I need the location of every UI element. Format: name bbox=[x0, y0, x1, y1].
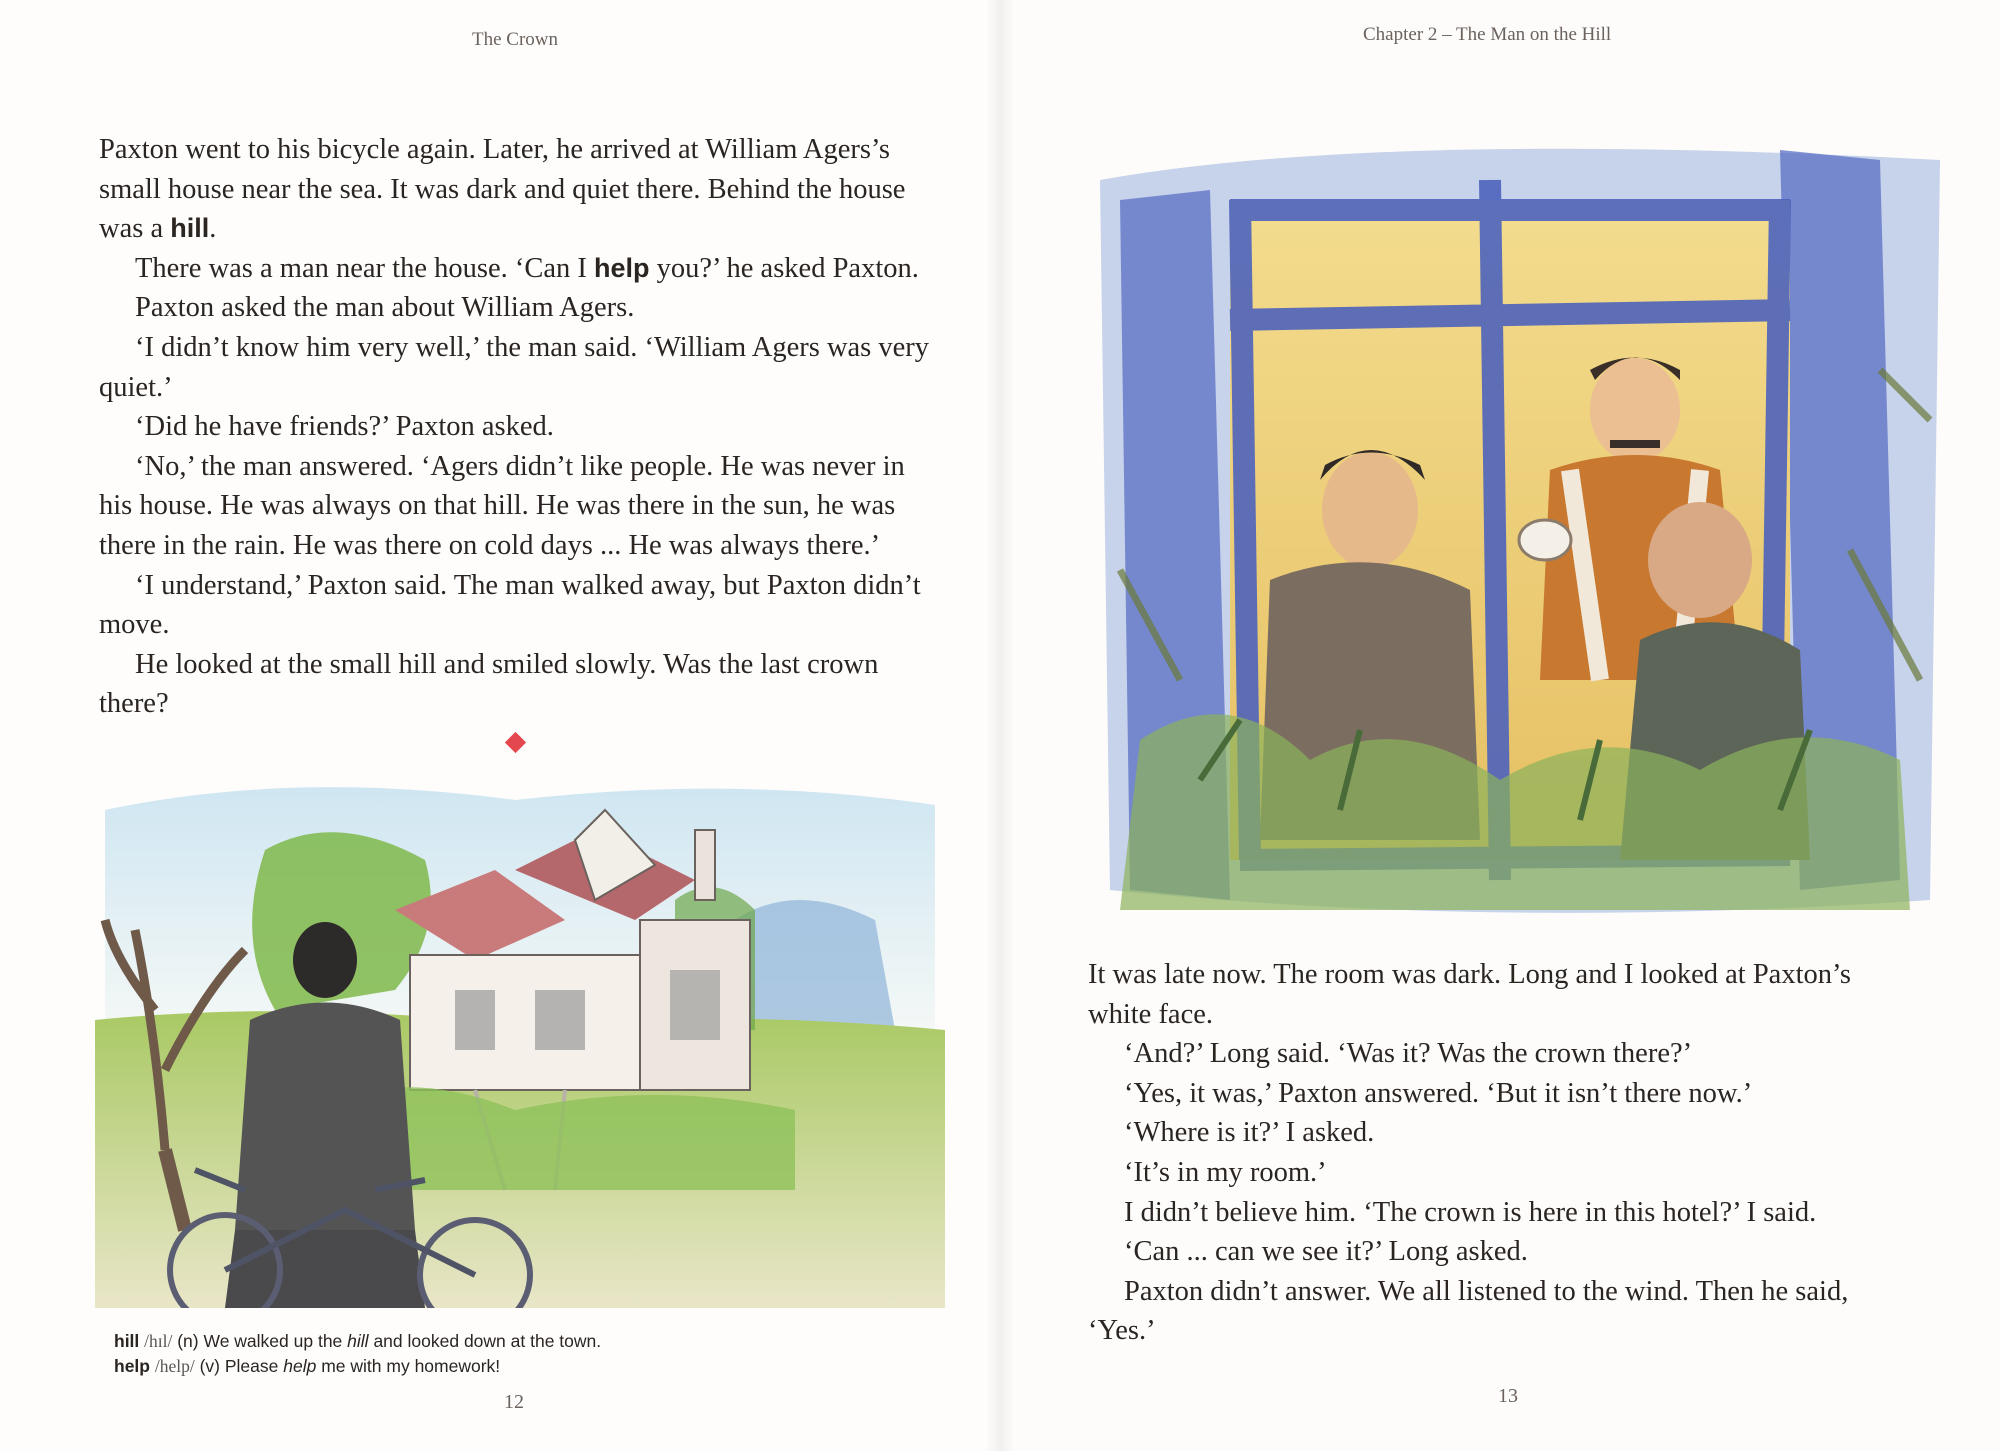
paragraph: He looked at the small hill and smiled slowly. Was the last crown there? bbox=[99, 648, 879, 720]
glossary-entry-hill: hill /hɪl/ (n) We walked up the hill and looked down at the town. bbox=[114, 1331, 602, 1351]
running-head-left: The Crown bbox=[472, 29, 559, 50]
paragraph: ‘Can ... can we see it?’ Long asked. bbox=[1124, 1236, 1528, 1268]
book-gutter bbox=[985, 0, 1015, 1451]
paragraph: ‘Yes, it was,’ Paxton answered. ‘But it isn’t there now.’ bbox=[1124, 1077, 1753, 1109]
old-house-illustration bbox=[95, 770, 945, 1308]
paragraph: Paxton didn’t answer. We all listened to the wind. Then he said, ‘Yes.’ bbox=[1088, 1275, 1849, 1347]
paragraph: ‘Where is it?’ I asked. bbox=[1124, 1117, 1375, 1149]
paragraph: ‘It’s in my room.’ bbox=[1124, 1156, 1327, 1188]
glossary-box bbox=[114, 1329, 814, 1379]
paragraph: ‘No,’ the man answered. ‘Agers didn’t like people. He was never in his house. He was always on that hill. He was there in the sun, he was there in the rain. He was there on cold days ... He was always there.’ bbox=[99, 450, 905, 561]
paragraph: Paxton asked the man about William Agers. bbox=[135, 292, 635, 324]
right-page bbox=[1000, 0, 2000, 1451]
page-number-left: 12 bbox=[504, 1391, 524, 1413]
paragraph: ‘And?’ Long said. ‘Was it? Was the crown there?’ bbox=[1124, 1038, 1693, 1070]
running-head-right: Chapter 2 – The Man on the Hill bbox=[1363, 24, 1612, 45]
paragraph: I didn’t believe him. ‘The crown is here in this hotel?’ I said. bbox=[1124, 1196, 1817, 1228]
paragraph: ‘Did he have friends?’ Paxton asked. bbox=[135, 411, 554, 443]
glossary-entry-help: help /help/ (v) Please help me with my homework! bbox=[114, 1356, 501, 1376]
paragraph: There was a man near the house. ‘Can I help you?’ he asked Paxton. bbox=[135, 252, 919, 284]
paragraph: It was late now. The room was dark. Long and I looked at Paxton’s white face. bbox=[1088, 959, 1852, 1030]
page-number-right: 13 bbox=[1498, 1385, 1518, 1407]
paragraph: ‘I didn’t know him very well,’ the man said. ‘William Agers was very quiet.’ bbox=[99, 331, 930, 403]
paragraph: Paxton went to his bicycle again. Later, he arrived at William Agers’s small house near the sea. It was dark and quiet there. Behind the house was a hill. bbox=[99, 134, 906, 245]
glossary-word-hill: hill bbox=[170, 213, 210, 244]
left-page-text bbox=[99, 130, 939, 724]
paragraph: ‘I understand,’ Paxton said. The man walked away, but Paxton didn’t move. bbox=[99, 569, 921, 641]
glossary-word-help: help bbox=[593, 252, 650, 283]
right-page-text bbox=[1088, 955, 1898, 1351]
section-ornament-diamond bbox=[505, 732, 526, 753]
window-scene-illustration bbox=[1080, 120, 1948, 920]
